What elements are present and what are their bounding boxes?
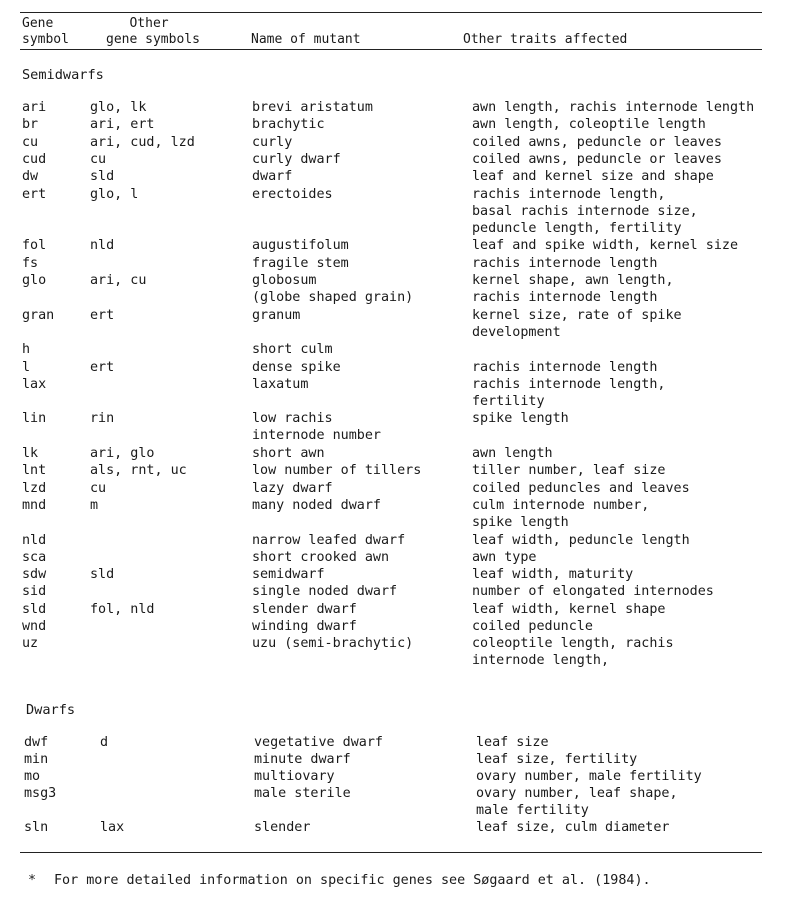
mutant-name-cell [252, 601, 357, 618]
traits-cell [472, 445, 553, 462]
traits-cell-line: leaf width, peduncle length [472, 532, 690, 548]
mutant-name-cell-line: erectoides [252, 186, 333, 202]
mutant-name-cell-line: laxatum [252, 376, 309, 392]
other-symbols-cell: ari, cud, lzd [90, 134, 195, 150]
mutant-name-cell [252, 237, 349, 254]
traits-cell-line: awn type [472, 549, 537, 565]
mutant-name-cell-line: uzu (semi-brachytic) [252, 636, 414, 652]
mutant-name-cell-line: lazy dwarf [252, 480, 333, 496]
other-symbols-cell: ert [90, 307, 115, 323]
footnote-text: For more detailed information on specific genes see Søgaard et al. (1984). [54, 873, 651, 888]
traits-cell-line: culm internode number, [472, 497, 650, 513]
mutant-name-cell-line: multiovary [254, 769, 335, 784]
other-symbols-cell: als, rnt, uc [90, 463, 187, 479]
section-semidwarfs: Semidwarfs [22, 67, 104, 83]
traits-cell-line: awn length, coleoptile length [472, 117, 706, 133]
gene-symbol-cell: msg3 [24, 786, 57, 801]
mutant-name-cell [252, 376, 308, 393]
mutant-name-cell [252, 307, 300, 324]
mutant-name-cell-line: male sterile [254, 786, 351, 801]
traits-cell-line: peduncle length, fertility [472, 220, 682, 236]
other-symbols-cell: d [100, 735, 109, 750]
traits-cell [472, 168, 714, 185]
gene-symbol-cell: lzd [22, 480, 47, 496]
mutant-name-cell [252, 532, 405, 549]
gene-symbol-cell: sid [22, 584, 47, 600]
mutant-name-cell [252, 462, 421, 479]
mutant-name-cell-line: short awn [252, 446, 325, 461]
gene-symbol-cell: lk [22, 446, 39, 461]
gene-symbol-cell: glo [22, 273, 47, 288]
traits-cell [472, 532, 690, 549]
traits-cell-line: ovary number, male fertility [476, 769, 702, 784]
mutant-name-cell-line: narrow leafed dwarf [252, 532, 406, 548]
gene-symbol-cell: cu [22, 134, 39, 150]
mutant-name-cell [252, 635, 413, 652]
mutant-name-cell [254, 819, 310, 836]
mutant-name-cell [252, 134, 292, 151]
mutant-name-cell-line: semidwarf [252, 567, 325, 583]
mutant-name-cell [254, 785, 351, 802]
mutant-name-cell-line: low number of tillers [252, 463, 422, 479]
mutant-name-cell [252, 116, 325, 133]
traits-cell [472, 497, 649, 531]
other-symbols-cell: fol, nld [90, 601, 155, 617]
mutant-name-cell-line: curly dwarf [252, 151, 341, 167]
traits-cell [472, 410, 569, 427]
gene-symbol-cell: sln [24, 820, 49, 835]
traits-cell-line: rachis internode length, [472, 186, 666, 202]
traits-cell-line: coiled peduncles and leaves [472, 480, 690, 496]
traits-cell-line: tiller number, leaf size [472, 463, 666, 479]
gene-symbol-cell: sld [22, 601, 47, 617]
mutant-name-cell-line: globosum [252, 273, 317, 288]
gene-symbol-cell: nld [22, 532, 47, 548]
traits-cell [472, 134, 722, 151]
gene-symbol-cell: sdw [22, 567, 47, 583]
mutant-name-cell-line: short culm [252, 342, 333, 358]
traits-cell-line: rachis internode length [472, 359, 658, 375]
section-dwarfs: Dwarfs [26, 702, 76, 718]
gene-symbol-cell: h [22, 342, 31, 358]
traits-cell-line: male fertility [476, 803, 589, 818]
mutant-name-cell-line: low rachis [252, 411, 333, 427]
mutant-name-cell-line: short crooked awn [252, 549, 390, 565]
traits-cell [476, 768, 702, 785]
mutant-name-cell-line: fragile stem [252, 255, 349, 271]
traits-cell-line: awn length, rachis internode length [472, 100, 755, 115]
other-symbols-cell: lax [100, 820, 125, 835]
mutant-name-cell-line: (globe shaped grain) [252, 290, 414, 305]
traits-cell [472, 549, 537, 566]
traits-cell-line: rachis internode length [472, 255, 658, 271]
mutant-name-cell [252, 497, 381, 514]
traits-cell-line: ovary number, leaf shape, [476, 786, 678, 801]
gene-symbol-cell: wnd [22, 619, 47, 634]
gene-symbol-cell: lin [22, 411, 47, 427]
mutant-name-cell-line: winding dwarf [252, 619, 357, 634]
traits-cell [476, 785, 678, 819]
traits-cell [472, 635, 674, 669]
header-other-traits: Other traits affected [463, 32, 628, 47]
mutant-name-cell [254, 768, 335, 785]
mutant-name-cell-line: vegetative dwarf [254, 735, 383, 750]
traits-cell [472, 566, 633, 583]
mutant-name-cell [254, 734, 383, 751]
gene-symbol-cell: fol [22, 238, 47, 254]
gene-symbol-cell: mnd [22, 497, 47, 513]
gene-symbol-cell: sca [22, 549, 47, 565]
traits-cell-line: awn length [472, 446, 553, 461]
mutant-name-cell-line: many noded dwarf [252, 497, 381, 513]
traits-cell-line: rachis internode length, [472, 376, 666, 392]
header-other-gene-symbols: Other gene symbols [106, 16, 200, 47]
gene-symbol-cell: mo [24, 769, 41, 784]
other-symbols-cell: m [90, 497, 99, 513]
mutant-name-cell [252, 583, 397, 600]
traits-cell-line: spike length [472, 514, 569, 530]
mutant-name-cell [254, 751, 351, 768]
mutant-name-cell-line: dense spike [252, 359, 341, 375]
mutant-name-cell [252, 480, 333, 497]
traits-cell-line: coiled peduncle [472, 619, 593, 634]
traits-cell [472, 359, 657, 376]
other-symbols-cell: ari, ert [90, 117, 155, 133]
traits-cell-line: leaf width, kernel shape [472, 601, 666, 617]
other-symbols-cell: sld [90, 169, 115, 185]
mutant-name-cell-line: curly [252, 134, 293, 150]
gene-symbol-cell: ari [22, 100, 47, 115]
traits-cell-line: spike length [472, 411, 569, 427]
traits-cell [472, 601, 665, 618]
top-rule [20, 12, 762, 13]
traits-cell [472, 237, 738, 254]
traits-cell [476, 819, 669, 836]
traits-cell-line: fertility [472, 393, 545, 409]
traits-cell [476, 751, 637, 768]
other-symbols-cell: rin [90, 411, 115, 427]
gene-symbol-cell: br [22, 117, 39, 133]
other-symbols-cell: ari, cu [90, 273, 147, 288]
header-rule [20, 49, 762, 50]
bottom-rule [20, 852, 762, 853]
gene-symbol-cell: dw [22, 169, 39, 185]
traits-cell [472, 618, 593, 635]
mutant-name-cell-line: dwarf [252, 169, 293, 185]
traits-cell [472, 462, 665, 479]
mutant-name-cell-line: minute dwarf [254, 752, 351, 767]
mutant-name-cell [252, 445, 325, 462]
mutant-name-cell [252, 410, 381, 444]
other-symbols-cell: cu [90, 480, 107, 496]
traits-cell [472, 151, 722, 168]
traits-cell-line: kernel size, rate of spike [472, 307, 682, 323]
traits-cell [472, 376, 665, 410]
gene-symbol-cell: lax [22, 376, 47, 392]
mutant-name-cell [252, 618, 357, 635]
traits-cell-line: coleoptile length, rachis [472, 636, 674, 652]
gene-symbol-cell: min [24, 752, 49, 767]
traits-cell-line: leaf size [476, 735, 549, 750]
mutant-name-cell [252, 186, 333, 203]
mutant-name-cell-line: augustifolum [252, 238, 349, 254]
traits-cell [472, 583, 714, 600]
mutant-name-cell [252, 99, 373, 116]
traits-cell [472, 116, 706, 133]
traits-cell [472, 186, 698, 237]
traits-cell-line: development [472, 324, 561, 340]
mutant-name-cell-line: slender [254, 820, 311, 835]
traits-cell [472, 99, 754, 116]
mutant-name-cell [252, 341, 333, 358]
mutant-name-cell [252, 255, 349, 272]
gene-symbol-cell: dwf [24, 735, 49, 750]
footnote [28, 872, 651, 889]
other-symbols-cell: sld [90, 567, 115, 583]
traits-cell [472, 480, 690, 497]
traits-cell-line: leaf size, culm diameter [476, 820, 670, 835]
mutant-name-cell-line: granum [252, 307, 301, 323]
other-symbols-cell: nld [90, 238, 115, 254]
traits-cell-line: basal rachis internode size, [472, 203, 698, 219]
traits-cell-line: leaf and kernel size and shape [472, 169, 714, 185]
traits-cell [472, 307, 682, 341]
gene-symbol-cell: cud [22, 151, 47, 167]
traits-cell [472, 272, 674, 306]
traits-cell-line: kernel shape, awn length, [472, 273, 674, 288]
header-name-of-mutant: Name of mutant [251, 32, 361, 47]
gene-symbol-cell: ert [22, 186, 47, 202]
gene-symbol-cell: gran [22, 307, 55, 323]
mutant-name-cell [252, 359, 341, 376]
gene-symbol-cell: lnt [22, 463, 47, 479]
mutant-name-cell-line: single noded dwarf [252, 584, 398, 600]
mutant-name-cell [252, 272, 413, 306]
traits-cell-line: number of elongated internodes [472, 584, 714, 600]
header-gene-symbol: Gene symbol [22, 16, 69, 47]
traits-cell [472, 255, 657, 272]
mutant-name-cell [252, 549, 389, 566]
mutant-name-cell-line: internode number [252, 428, 381, 444]
other-symbols-cell: ari, glo [90, 446, 155, 461]
other-symbols-cell: glo, l [90, 186, 139, 202]
traits-cell-line: rachis internode length [472, 290, 658, 305]
traits-cell-line: leaf size, fertility [476, 752, 638, 767]
other-symbols-cell: cu [90, 151, 107, 167]
traits-cell-line: internode length, [472, 653, 610, 669]
traits-cell-line: leaf width, maturity [472, 567, 634, 583]
other-symbols-cell: ert [90, 359, 115, 375]
mutant-name-cell-line: brevi aristatum [252, 100, 373, 115]
footnote-marker: * [28, 873, 37, 888]
mutant-name-cell [252, 566, 325, 583]
mutant-name-cell [252, 151, 341, 168]
mutant-name-cell-line: brachytic [252, 117, 325, 133]
gene-symbol-cell: l [22, 359, 31, 375]
traits-cell-line: leaf and spike width, kernel size [472, 238, 739, 254]
other-symbols-cell: glo, lk [90, 100, 147, 115]
traits-cell-line: coiled awns, peduncle or leaves [472, 134, 722, 150]
traits-cell [476, 734, 549, 751]
gene-symbol-cell: fs [22, 255, 39, 271]
traits-cell-line: coiled awns, peduncle or leaves [472, 151, 722, 167]
mutant-name-cell-line: slender dwarf [252, 601, 357, 617]
gene-symbol-cell: uz [22, 636, 39, 652]
mutant-name-cell [252, 168, 292, 185]
